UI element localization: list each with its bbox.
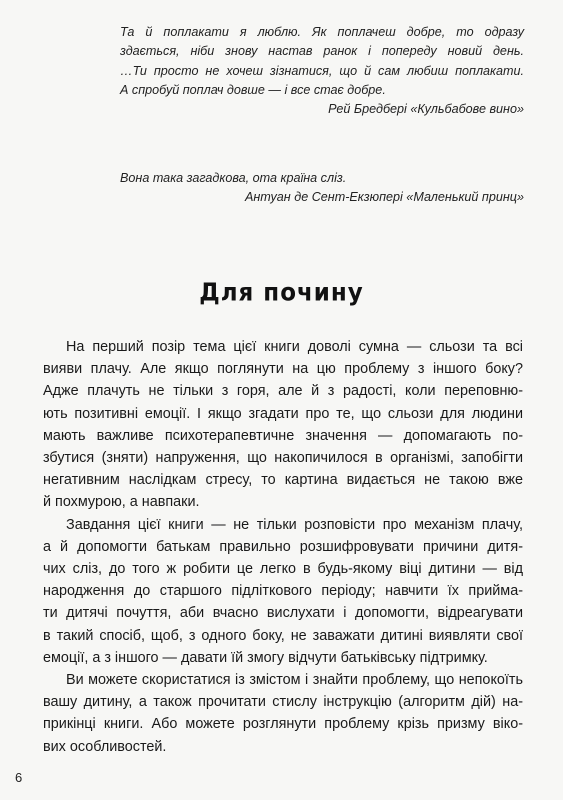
text-line: Адже плачуть не тільки з горя, але й з радості, коли переповню- (43, 383, 523, 400)
epigraph-line: А спробуй поплач довше — і все стає добре. (120, 82, 386, 97)
text-line: вияви плачу. Але якщо поглянути на цю проблему з іншого боку? (43, 361, 523, 378)
chapter-title: Для почину (199, 278, 364, 308)
text-line: й похмурою, а навпаки. (43, 494, 200, 511)
text-line: народження до старшого підліткового періоду; навчити їх прийма- (43, 583, 523, 600)
text-line: вих особливостей. (43, 738, 167, 755)
epigraph-saint-exupery (120, 169, 524, 208)
epigraph-line: …Ти просто не хочеш зізнатися, що й сам любиш поплакати. (120, 63, 524, 78)
epigraph-attribution: Рей Бредбері «Кульбабове вино» (328, 102, 524, 117)
paragraph (43, 336, 523, 514)
text-line: емоції, а з іншого — давати їй змогу відчути батьківську підтримку. (43, 649, 488, 666)
text-line: мають важливе психотерапевтичне значення — допомагають по- (43, 427, 523, 444)
paragraph (43, 669, 523, 758)
epigraph-line: Та й поплакати я люблю. Як поплачеш добре, то одразу (120, 25, 524, 39)
text-line: ють позитивні емоції. І якщо згадати про те, що сльози для людини (43, 405, 523, 422)
text-line: збутися (зняти) напруження, що накопичилося в організмі, запобігти (43, 450, 523, 467)
epigraph-line: здається, ніби знову настав ранок і попереду новий день. (120, 44, 524, 59)
text-line: а й допомогти батькам правильно розшифровувати причини дитя- (43, 538, 523, 555)
body-text (43, 336, 523, 758)
epigraph-bradbury (120, 23, 524, 119)
epigraph-line: Вона така загадкова, ота країна сліз. (120, 171, 347, 185)
text-line: Ви можете скористатися із змістом і знайти проблему, що непокоїть (66, 672, 523, 689)
paragraph (43, 514, 523, 669)
text-line: Завдання цієї книги — не тільки розповісти про механізм плачу, (66, 516, 523, 533)
text-line: в такий спосіб, щоб, з одного боку, не заважати дитині виявляти свої (43, 627, 523, 644)
text-line: На перший позір тема цієї книги доволі сумна — сльози та всі (66, 339, 523, 355)
epigraph-attribution: Антуан де Сент-Екзюпері «Маленький принц» (244, 190, 524, 205)
text-line: ти дитячі почуття, аби вчасно вислухати і допомогти, відреагувати (43, 605, 523, 622)
text-line: прикінці книги. Або можете розглянути проблему крізь призму віко- (43, 716, 523, 733)
text-line: вашу дитину, а також прочитати стислу інструкцію (алгоритм дій) на- (43, 694, 523, 711)
text-line: чих сліз, до того ж робити це легко в будь-якому віці дитини — від (43, 561, 523, 578)
text-line: негативним наслідкам стресу, то картина видається не такою вже (43, 472, 523, 489)
page-number: 6 (15, 770, 23, 785)
